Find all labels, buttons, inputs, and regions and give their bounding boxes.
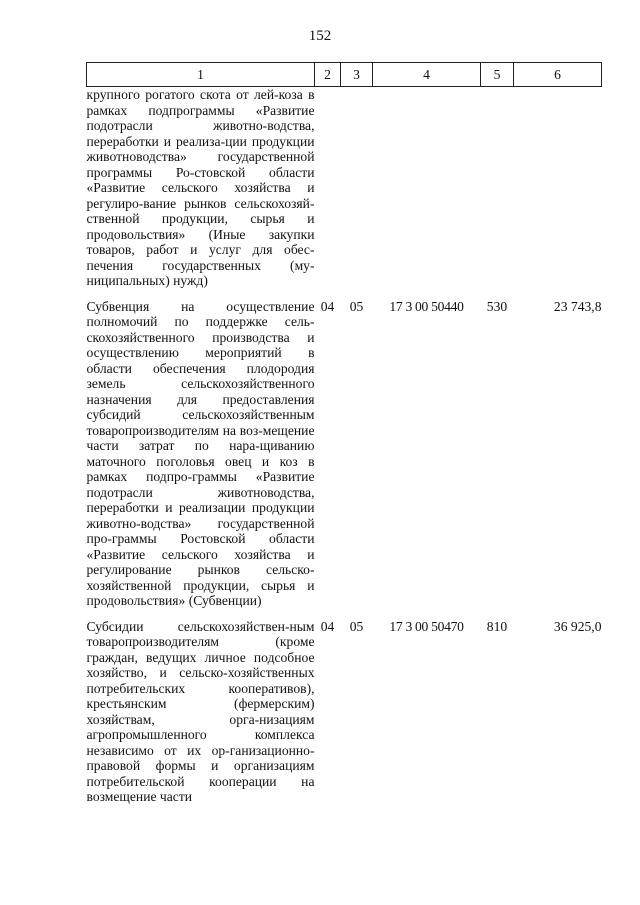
header-col-2: 2 — [315, 63, 341, 87]
row-subsection-code — [341, 87, 373, 299]
header-col-1: 1 — [87, 63, 315, 87]
table-row — [87, 619, 602, 815]
table-row — [87, 299, 602, 619]
row-description: крупного рогатого скота от лей-коза в рамках подпрограммы «Развитие подотрасли животно-водства, переработки и реализа-ции продукции животноводства» государственной программы Ро-стовской области «Развитие сельского хозяйства и регулиро-вание рынков сельскохозяй-ственной продукции, сырья и продовольствия» (Иные закупки товаров, работ и услуг для обес-печения государственных (му-ниципальных) нужд) — [86, 87, 315, 288]
header-col-3: 3 — [341, 63, 373, 87]
row-expense-type: 530 — [486, 298, 508, 314]
page-number: 152 — [308, 28, 332, 44]
row-target-article: 17 3 00 50440 — [389, 298, 464, 314]
row-expense-type — [481, 87, 514, 299]
row-amount: 23 743,8 — [553, 298, 602, 314]
row-section-code — [315, 87, 341, 299]
row-subsection-code: 05 — [349, 298, 364, 314]
row-expense-type: 810 — [486, 618, 508, 634]
row-target-article — [373, 87, 481, 299]
row-description: Субвенция на осуществление полномочий по поддержке сель-скохозяйственного производства и осуществлению мероприятий в области обеспечения плодородия земель сельскохозяйственного назначения для предоставления субсидий сельскохозяйственным товаропроизводителям на воз-мещение части затрат по нара-щиванию маточного поголовья овец и коз в рамках подпро-граммы «Развитие подотрасли животноводства, переработки и реализации продукции животно-водства» государственной про-граммы Ростовской области «Развитие сельского хозяйства и регулирование рынков сельско-хозяйственной продукции, сырья и продовольствия» (Субвенции) — [86, 298, 315, 608]
table-row — [87, 87, 602, 299]
table-header-row — [87, 63, 602, 87]
row-section-code: 04 — [320, 298, 335, 314]
budget-table — [86, 62, 602, 815]
header-col-6: 6 — [514, 63, 602, 87]
header-col-4: 4 — [373, 63, 481, 87]
row-section-code: 04 — [320, 618, 335, 634]
row-amount — [514, 87, 602, 299]
row-subsection-code: 05 — [349, 618, 364, 634]
row-description: Субсидии сельскохозяйствен-ным товаропроизводителям (кроме граждан, ведущих личное подсобное хозяйство, и сельско-хозяйственных потребительских кооперативов), крестьянским (фермерским) хозяйствам, орга-низациям агропромышленного комплекса независимо от их ор-ганизационно-правовой формы и организациям потребительской кооперации на возмещение части — [86, 618, 315, 804]
row-target-article: 17 3 00 50470 — [389, 618, 464, 634]
row-amount: 36 925,0 — [553, 618, 602, 634]
header-col-5: 5 — [481, 63, 514, 87]
